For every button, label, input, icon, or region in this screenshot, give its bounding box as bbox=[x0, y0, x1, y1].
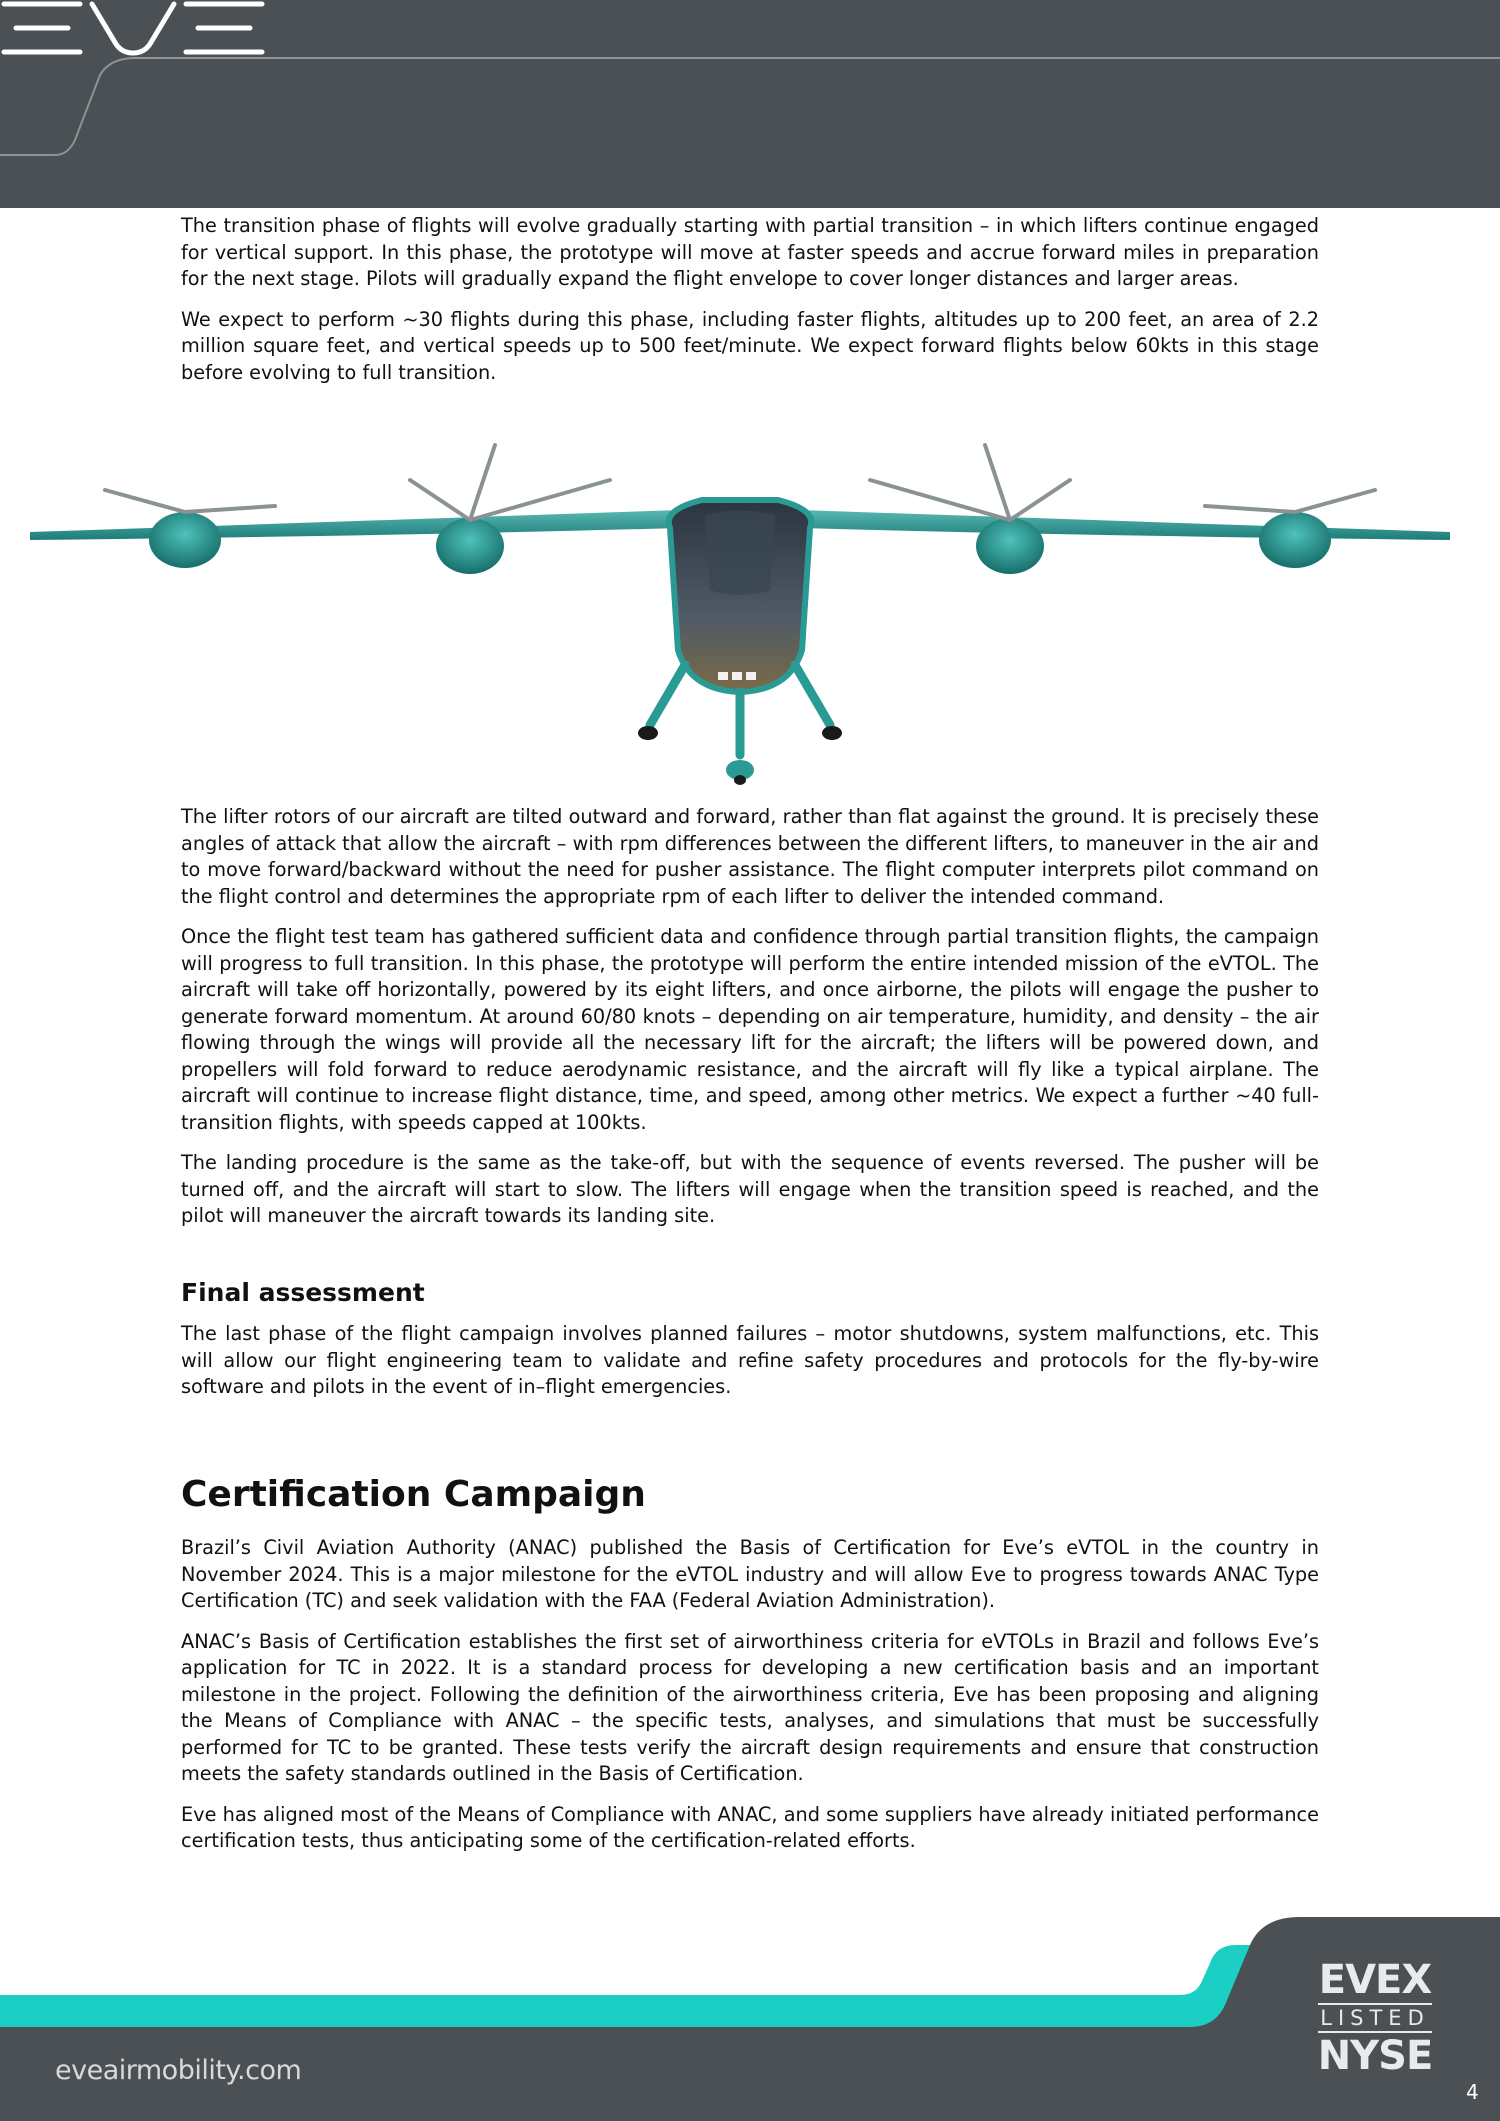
paragraph: Eve has aligned most of the Means of Compliance with ANAC, and some suppliers have already initiated performance certification tests, thus anticipating some of the certification-related efforts. bbox=[181, 1802, 1319, 1852]
certification-section bbox=[181, 1474, 1319, 1855]
paragraph: We expect to perform ~30 flights during this phase, including faster flights, altitudes up to 200 feet, an area of 2.2 million square feet, and vertical speeds up to 500 feet/minute. We expect forward flights below 60kts in this stage before evolving to full transition. bbox=[181, 307, 1319, 384]
section-title: Certification Campaign bbox=[181, 1474, 646, 1515]
badge-ticker: EVEX bbox=[1318, 1957, 1432, 2003]
full-transition-section bbox=[181, 804, 1319, 1230]
paragraph: Brazil’s Civil Aviation Authority (ANAC) published the Basis of Certification for Eve’s eVTOL in the country in November 2024. This is a major milestone for the eVTOL industry and will allow Eve to progress towards ANAC Type Certification (TC) and seek validation with the FAA (Federal Aviation Administration). bbox=[181, 1536, 1319, 1612]
evex-nyse-badge bbox=[1300, 1957, 1450, 2079]
paragraph: ANAC’s Basis of Certification establishes the first set of airworthiness criteria for eVTOLs in Brazil and follows Eve’s application for TC in 2022. It is a standard process for developing a new certification basis and an important milestone in the project. Following the definition of the airworthiness criteria, Eve has been proposing and aligning the Means of Compliance with ANAC – the specific tests, analyses, and simulations that must be successfully performed for TC to be granted. These tests verify the aircraft design requirements and ensure that construction meets the safety standards outlined in the Basis of Certification. bbox=[181, 1629, 1319, 1785]
transition-section bbox=[181, 213, 1319, 386]
paragraph: The landing procedure is the same as the take-off, but with the sequence of events reversed. The pusher will be turned off, and the aircraft will start to slow. The lifters will engage when the transition speed is reached, and the pilot will maneuver the aircraft towards its landing site. bbox=[181, 1151, 1319, 1227]
badge-listed: LISTED bbox=[1318, 2003, 1432, 2033]
page-number: 4 bbox=[1466, 2080, 1479, 2104]
section-heading: Final assessment bbox=[181, 1278, 425, 1307]
badge-exchange: NYSE bbox=[1317, 2033, 1433, 2079]
paragraph: The last phase of the flight campaign involves planned failures – motor shutdowns, system malfunctions, etc. This will allow our flight engineering team to validate and refine safety procedures and protocols for the fly-by-wire software and pilots in the event of in–flight emergencies. bbox=[181, 1322, 1319, 1398]
paragraph: The transition phase of flights will evolve gradually starting with partial transition – in which lifters continue engaged for vertical support. In this phase, the prototype will move at faster speeds and accrue forward miles in preparation for the next stage. Pilots will gradually expand the flight envelope to cover longer distances and larger areas. bbox=[181, 214, 1319, 290]
page-header bbox=[0, 0, 1500, 208]
page-footer bbox=[0, 1915, 1500, 2121]
paragraph: The lifter rotors of our aircraft are tilted outward and forward, rather than flat against the ground. It is precisely these angles of attack that allow the aircraft – with rpm differences between the different lifters, to maneuver in the air and to move forward/backward without the need for pusher assistance. The flight computer interprets pilot command on the flight control and determines the appropriate rpm of each lifter to deliver the intended command. bbox=[181, 805, 1319, 908]
paragraph: Once the flight test team has gathered sufficient data and confidence through partial transition flights, the campaign will progress to full transition. In this phase, the prototype will perform the entire intended mission of the eVTOL. The aircraft will take off horizontally, powered by its eight lifters, and once airborne, the pilots will engage the pusher to generate forward momentum. At around 60/80 knots – depending on air temperature, humidity, and density – the air flowing through the wings will provide all the necessary lift for the aircraft; the lifters will be powered down, and propellers will fold forward to reduce aerodynamic resistance, and the aircraft will fly like a typical airplane. The aircraft will continue to increase flight distance, time, and speed, among other metrics. We expect a further ~40 full-transition flights, with speeds capped at 100kts. bbox=[181, 925, 1319, 1134]
eve-logo bbox=[0, 0, 266, 56]
final-assessment-section bbox=[181, 1278, 1319, 1401]
website-url: eveairmobility.com bbox=[55, 2055, 302, 2086]
evtol-aircraft-image bbox=[30, 440, 1450, 790]
